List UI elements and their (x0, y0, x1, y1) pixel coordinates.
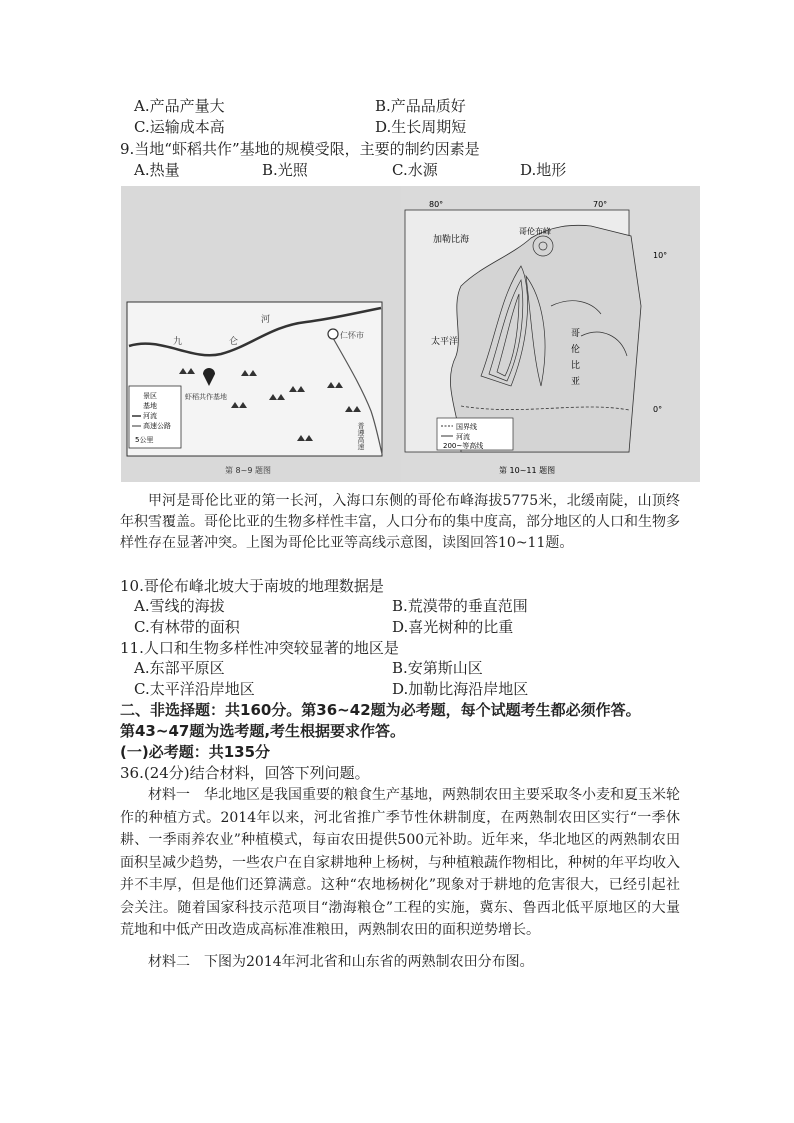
svg-text:比: 比 (571, 361, 581, 371)
river-char-1: 九 (173, 337, 183, 347)
q11-option-a: A.东部平原区 (134, 659, 225, 677)
q11-option-b: B.安第斯山区 (392, 659, 483, 677)
peak-label: 哥伦布峰 (519, 227, 551, 236)
svg-text:高速公路: 高速公路 (143, 422, 171, 430)
q36-material-2: 材料二 下图为2014年河北省和山东省的两熟制农田分布图。 (148, 954, 534, 970)
section2-note: 第43~47题为选考题,考生根据要求作答。 (120, 722, 406, 740)
highway-label: 普遵高速 (357, 422, 365, 450)
svg-text:伦: 伦 (571, 345, 581, 355)
city-marker (328, 329, 338, 339)
section2-sub: (一)必考题：共135分 (120, 743, 271, 761)
q36-stem: 36.(24分)结合材料，回答下列问题。 (120, 764, 370, 782)
map1-caption: 第 8~9 题图 (225, 466, 271, 475)
q9-option-a: A.热量 (134, 161, 180, 179)
pacific-label: 太平洋 (431, 337, 459, 347)
svg-text:亚: 亚 (571, 377, 581, 387)
caribbean-label: 加勒比海 (433, 235, 470, 245)
q9-option-d: D.地形 (520, 161, 567, 179)
section2-heading: 二、非选择题：共160分。第36~42题为必考题，每个试题考生都必须作答。 (120, 701, 641, 719)
river-char-2: 仑 (229, 337, 239, 347)
q10-11-intro: 甲河是哥伦比亚的第一长河，入海口东侧的哥伦布峰海拔5775米，北缓南陡，山顶终年积雪覆盖。哥伦比亚的生物多样性丰富，人口分布的集中度高，部分地区的人口和生物多样性存在显著冲突。上图为哥伦比亚等高线示意图，读图回答10~11题。 (120, 493, 680, 551)
map-figure-10-11 (401, 186, 700, 482)
q8-option-a: A.产品产量大 (134, 97, 225, 115)
q9-option-c: C.水源 (392, 161, 438, 179)
svg-text:河流: 河流 (143, 412, 157, 420)
q10-option-c: C.有林带的面积 (134, 618, 240, 636)
q9-option-b: B.光照 (262, 161, 308, 179)
lat-0: 0° (653, 405, 663, 414)
lat-10: 10° (653, 251, 668, 260)
q8-option-c: C.运输成本高 (134, 118, 225, 136)
svg-text:国界线: 国界线 (456, 423, 477, 431)
lon-70: 70° (593, 200, 608, 209)
map2-caption: 第 10~11 题图 (499, 466, 556, 475)
svg-text:河流: 河流 (456, 433, 470, 441)
q11-option-d: D.加勒比海沿岸地区 (392, 680, 529, 698)
q11-option-c: C.太平洋沿岸地区 (134, 680, 255, 698)
lon-80: 80° (429, 200, 444, 209)
svg-text:基地: 基地 (143, 402, 157, 410)
q8-option-b: B.产品品质好 (375, 97, 466, 115)
q10-option-a: A.雪线的海拔 (134, 597, 225, 615)
q10-stem: 10.哥伦布峰北坡大于南坡的地理数据是 (120, 577, 384, 595)
q10-option-b: B.荒漠带的垂直范围 (392, 597, 528, 615)
svg-text:景区: 景区 (143, 392, 157, 400)
q36-material-1: 材料一 华北地区是我国重要的粮食生产基地，两熟制农田主要采取冬小麦和夏玉米轮作的种植方式。2014年以来，河北省推广季节性休耕制度，在两熟制农田区实行“一季休耕、一季雨养农业”种植模式，每亩农田提供500元补助。近年来，华北地区的两熟制农田面积呈减少趋势，一些农户在自家耕地种上杨树，与种植粮蔬作物相比，种树的年平均收入并不丰厚，但是他们还算满意。这种“农地杨树化”现象对于耕地的危害很大，已经引起社会关注。随着国家科技示范项目“渤海粮仓”工程的实施，冀东、鲁西北低平原地区的大量荒地和中低产田改造成高标准准粮田，两熟制农田的面积逆势增长。 (120, 787, 680, 938)
svg-text:200~等高线: 200~等高线 (443, 442, 484, 450)
svg-text:哥: 哥 (571, 329, 581, 339)
river-char-3: 河 (261, 315, 271, 325)
q10-option-d: D.喜光树种的比重 (392, 618, 514, 636)
svg-text:5公里: 5公里 (135, 436, 154, 444)
base-label: 虾稻共作基地 (185, 393, 227, 401)
q9-stem: 9.当地“虾稻共作”基地的规模受限，主要的制约因素是 (120, 140, 480, 158)
q11-stem: 11.人口和生物多样性冲突较显著的地区是 (120, 639, 399, 657)
map-figure-8-9 (121, 186, 401, 482)
city-label: 仁怀市 (340, 331, 364, 340)
q8-option-d: D.生长周期短 (375, 118, 467, 136)
